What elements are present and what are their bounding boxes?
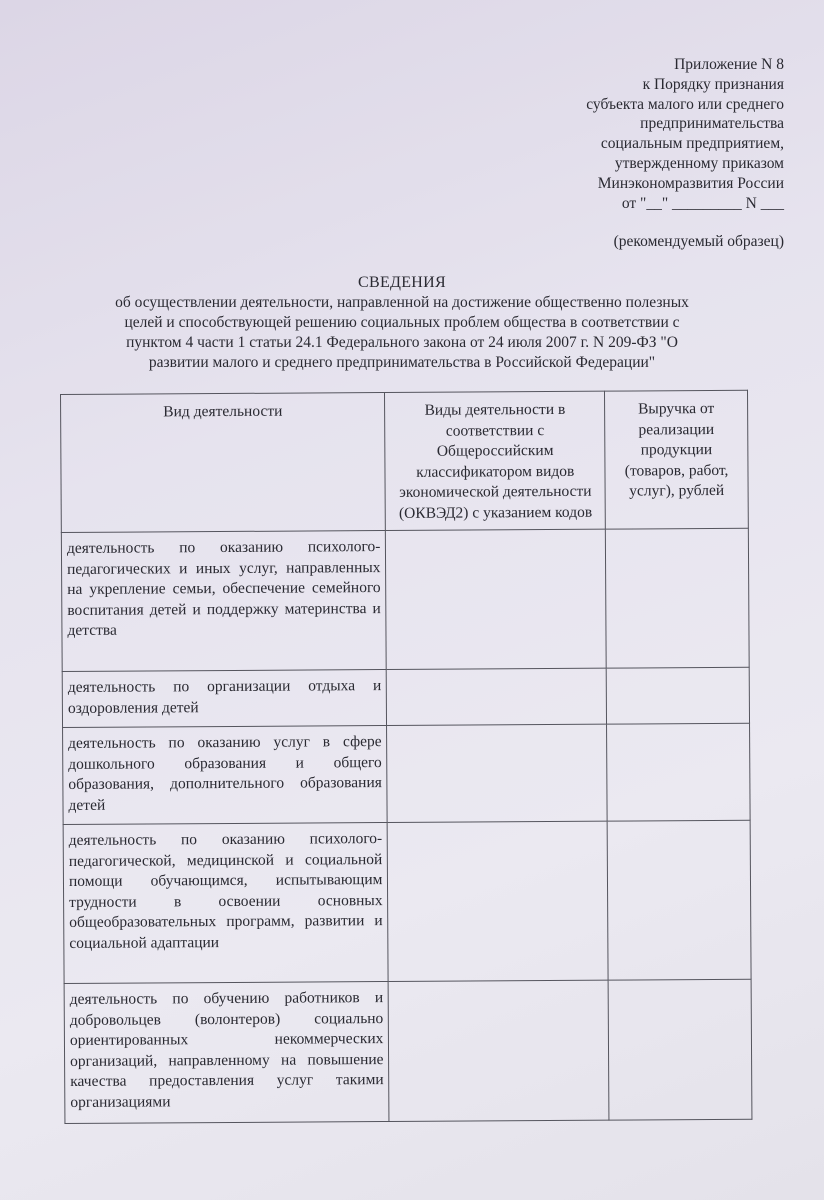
document-subtitle-line: пунктом 4 части 1 статьи 24.1 Федерального закона от 24 июля 2007 г. N 209-ФЗ "О <box>126 334 678 351</box>
activity-cell: деятельность по оказанию психолого-педагогических и иных услуг, направленных на укрепление семьи, обеспечение семейного воспитания детей и поддержку материнства и детства <box>61 531 386 672</box>
table-row <box>62 667 749 727</box>
activity-cell: деятельность по оказанию психолого-педагогической, медицинской и социальной помощи обучающимся, испытывающим трудности в освоении основных общеобразовательных программ, развитии и социальной адаптации <box>63 823 388 984</box>
appendix-line: Приложение N 8 <box>674 56 784 73</box>
revenue-cell[interactable] <box>608 979 752 1120</box>
appendix-line: Минэкономразвития России <box>597 174 784 192</box>
appendix-line: социальным предприятием, <box>600 135 784 153</box>
appendix-line: предпринимательства <box>640 115 784 133</box>
appendix-line: к Порядку признания <box>642 75 784 93</box>
okved-cell[interactable] <box>387 668 607 725</box>
okved-cell[interactable] <box>389 980 610 1121</box>
document-title: СВЕДЕНИЯ <box>358 274 446 291</box>
table-row <box>61 528 749 671</box>
table-header-row <box>61 390 749 532</box>
document-title-block <box>62 273 742 373</box>
revenue-cell[interactable] <box>606 667 749 724</box>
appendix-header <box>504 55 784 252</box>
revenue-cell[interactable] <box>607 820 751 980</box>
okved-cell[interactable] <box>386 529 607 669</box>
header-activity-type: Вид деятельности <box>61 393 386 533</box>
document-subtitle-line: целей и способствующей решению социальных проблем общества в соответствии с <box>124 314 680 331</box>
revenue-cell[interactable] <box>607 723 750 821</box>
header-revenue: Выручка от реализации продукции (товаров, работ, услуг), рублей <box>605 390 749 529</box>
document-subtitle-line: об осуществлении деятельности, направленной на достижение общественно полезных <box>115 294 689 311</box>
revenue-cell[interactable] <box>606 528 750 668</box>
okved-cell[interactable] <box>387 724 607 822</box>
activity-table <box>60 390 752 1124</box>
recommended-sample-note: (рекомендуемый образец) <box>613 233 784 251</box>
appendix-line: субъекта малого или среднего <box>586 95 784 113</box>
activity-cell: деятельность по оказанию услуг в сфере дошкольного образования и общего образования, дополнительного образования детей <box>63 726 388 825</box>
appendix-line: утвержденному приказом <box>614 154 784 172</box>
table-row <box>64 979 752 1123</box>
appendix-order-number: от "__" _________ N ___ <box>621 194 784 212</box>
table-row <box>63 820 751 983</box>
activity-cell: деятельность по организации отдыха и оздоровления детей <box>62 670 387 728</box>
document-subtitle-line: развитии малого и среднего предпринимательства в Российской Федерации" <box>148 354 656 371</box>
table-row <box>63 723 751 824</box>
activity-cell: деятельность по обучению работников и добровольцев (волонтеров) социально ориентированных некоммерческих организаций, направленному на повышение качества предоставления услуг такими организациями <box>64 982 389 1124</box>
header-okved: Виды деятельности в соответствии с Общероссийским классификатором видов экономической деятельности (ОКВЭД2) с указанием кодов <box>385 391 606 530</box>
okved-cell[interactable] <box>388 821 609 981</box>
